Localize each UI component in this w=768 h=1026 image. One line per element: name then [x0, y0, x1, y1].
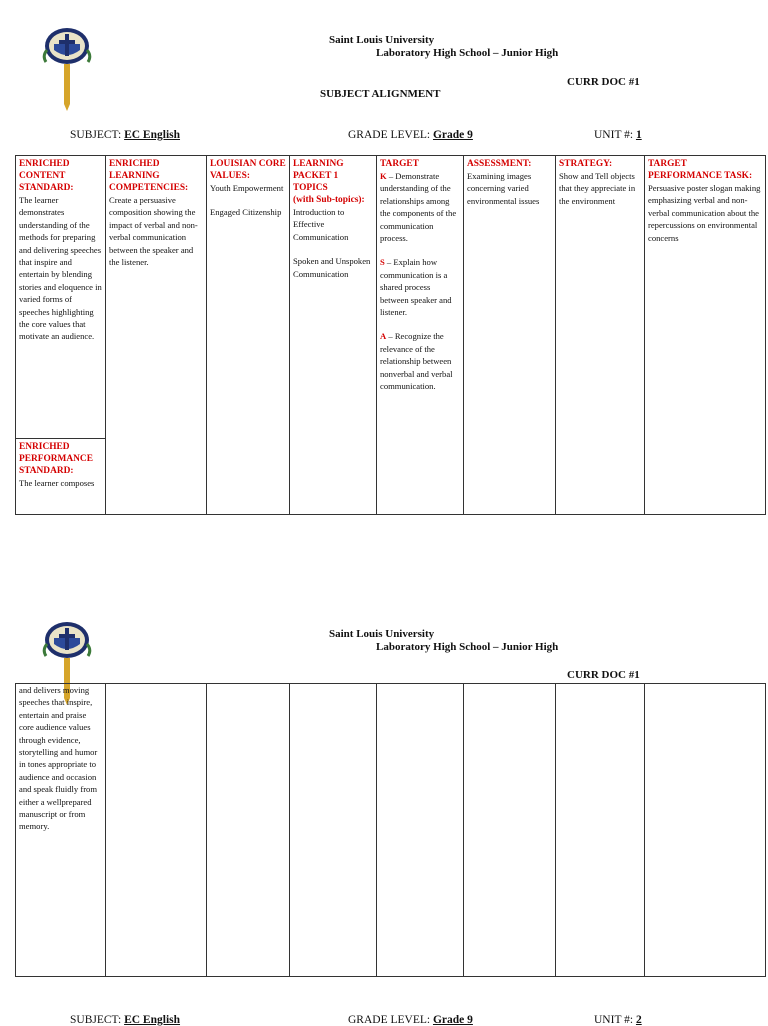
- competencies-cell: [106, 156, 207, 515]
- subject-field: [70, 129, 180, 141]
- unit-label-page2: UNIT #:: [594, 1014, 636, 1026]
- performance-task-heading: TARGET PERFORMANCE TASK:: [648, 159, 753, 181]
- grade-level-field-page2: [348, 1014, 473, 1026]
- assessment-heading: ASSESSMENT:: [467, 159, 532, 169]
- subject-value: EC English: [124, 129, 181, 141]
- subject-label: SUBJECT:: [70, 129, 125, 141]
- unit-field-page2: [594, 1014, 642, 1026]
- unit-label: UNIT #:: [594, 129, 636, 141]
- target-a-letter: A: [380, 331, 387, 342]
- curr-doc-label-page2: CURR DOC #1: [567, 669, 640, 681]
- grade-level-value-page2: Grade 9: [432, 1014, 473, 1026]
- strategy-heading: STRATEGY:: [559, 159, 613, 169]
- empty-cell-8: [645, 684, 766, 977]
- topic-1: Introduction to Effective Communication: [293, 207, 349, 242]
- subject-value-page2: EC English: [124, 1014, 181, 1026]
- target-a-text: – Recognize the relevance of the relationship between nonverbal and verbal communication.: [380, 331, 453, 392]
- university-name-page2: Saint Louis University: [329, 628, 435, 640]
- subject-field-page2: [70, 1014, 180, 1026]
- school-logo: [42, 20, 92, 112]
- strategy-text: Show and Tell objects that they appreciate in the environment: [559, 171, 636, 206]
- empty-cell-2: [106, 684, 207, 977]
- grade-level-value: Grade 9: [432, 129, 473, 141]
- target-k-letter: K: [380, 171, 387, 181]
- target-knowledge: [380, 170, 460, 244]
- empty-cell-4: [290, 684, 377, 977]
- assessment-text: Examining images concerning varied environmental issues: [467, 171, 540, 206]
- core-value-2: Engaged Citizenship: [210, 207, 282, 218]
- performance-task-cell: [645, 156, 766, 515]
- content-standard-text: The learner demonstrates understanding of the methods for preparing and delivering speeches that inspire and entertain by blending stories and eloquence in varied forms of speeches highlighting the core values that motivate an audience.: [19, 195, 102, 342]
- alignment-table: [15, 155, 766, 515]
- competencies-heading: ENRICHED LEARNING COMPETENCIES:: [109, 159, 189, 193]
- target-s-text: – Explain how communication is a shared process between speaker and listener.: [380, 257, 452, 318]
- curr-doc-label: CURR DOC #1: [567, 76, 640, 88]
- alignment-table-continued: [15, 683, 766, 977]
- empty-cell-5: [377, 684, 464, 977]
- empty-cell-7: [556, 684, 645, 977]
- strategy-cell: [556, 156, 645, 515]
- subject-label-page2: SUBJECT:: [70, 1014, 125, 1026]
- content-standard-heading: ENRICHED CONTENT STANDARD:: [19, 159, 74, 193]
- empty-cell-6: [464, 684, 556, 977]
- topics-heading: LEARNING PACKET 1 TOPICS: [293, 159, 344, 193]
- empty-cell-3: [207, 684, 290, 977]
- assessment-cell: [464, 156, 556, 515]
- target-k-text: – Demonstrate understanding of the relationships among the components of the communication process.: [380, 171, 457, 244]
- core-values-heading: LOUISIAN CORE VALUES:: [210, 159, 286, 181]
- performance-task-text: Persuasive poster slogan making emphasizing verbal and non-verbal communication about the repercussions on environmental concerns: [648, 183, 761, 243]
- performance-standard-continued-cell: [16, 684, 106, 977]
- content-standard-cell: [16, 156, 106, 515]
- core-value-1: Youth Empowerment: [210, 183, 284, 193]
- topic-2: Spoken and Unspoken Communication: [293, 256, 371, 279]
- grade-level-field: [348, 129, 473, 141]
- competencies-text: Create a persuasive composition showing the impact of verbal and non-verbal communication between the speaker and the listener.: [109, 195, 198, 268]
- performance-standard-continued-text: and delivers moving speeches that inspire, entertain and praise core audience values through evidence, storytelling and humor in tones appropriate to audience and occasion and speak fluidly from either a wellprepared manuscript or from memory.: [19, 685, 98, 832]
- unit-value: 1: [635, 129, 642, 141]
- topics-cell: [290, 156, 377, 515]
- target-skill: [380, 256, 460, 318]
- performance-standard-heading: ENRICHED PERFORMANCE STANDARD:: [19, 442, 93, 476]
- grade-level-label: GRADE LEVEL:: [348, 129, 433, 141]
- target-heading: TARGET: [380, 159, 419, 169]
- performance-standard-text: The learner composes: [19, 478, 95, 488]
- target-cell: [377, 156, 464, 515]
- unit-field: [594, 129, 642, 141]
- topics-subheading: (with Sub-topics):: [293, 195, 365, 205]
- target-attitude: [380, 330, 460, 392]
- unit-value-page2: 2: [635, 1014, 642, 1026]
- school-name: Laboratory High School – Junior High: [376, 47, 559, 59]
- document-title: SUBJECT ALIGNMENT: [320, 88, 441, 100]
- grade-level-label-page2: GRADE LEVEL:: [348, 1014, 433, 1026]
- school-name-page2: Laboratory High School – Junior High: [376, 641, 559, 653]
- university-name: Saint Louis University: [329, 34, 435, 46]
- core-values-cell: [207, 156, 290, 515]
- target-s-letter: S: [380, 257, 385, 268]
